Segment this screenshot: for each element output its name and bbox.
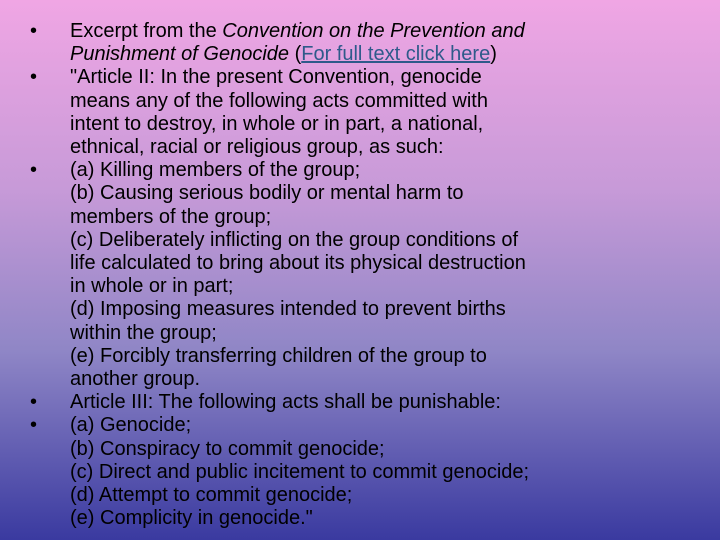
bullet-line: within the group;	[70, 321, 217, 344]
bullet-line: Punishment of Genocide (For full text click here)	[70, 43, 497, 66]
bullet-line: another group.	[70, 368, 201, 391]
bullet-line: (d) Attempt to commit genocide;	[70, 484, 353, 507]
bullet-line: (a) Killing members of the group;	[70, 159, 361, 182]
bullet-line: (a) Genocide;	[70, 414, 192, 437]
bullet-dot: •	[30, 66, 38, 89]
bullet-line: (c) Direct and public incitement to commit genocide;	[70, 460, 530, 483]
bullet-line: "Article II: In the present Convention, genocide	[70, 66, 482, 89]
bullet-dot: •	[30, 20, 38, 42]
bullet-list	[30, 20, 710, 530]
bullet-dot: •	[30, 391, 38, 414]
bullet-line: ethnical, racial or religious group, as such:	[70, 136, 444, 159]
bullet-dot: •	[30, 159, 38, 182]
bullet-line: (e) Complicity in genocide."	[70, 507, 313, 530]
bullet-line: Article III: The following acts shall be punishable:	[70, 391, 501, 414]
convention-title: Convention on the Prevention and	[222, 20, 525, 42]
bullet-dot: •	[30, 414, 38, 437]
bullet-line: members of the group;	[70, 205, 272, 228]
bullet-line: (d) Imposing measures intended to prevent births	[70, 298, 506, 321]
bullet-line: (b) Causing serious bodily or mental harm to	[70, 182, 464, 205]
bullet-item-article-2	[30, 66, 710, 159]
bullet-item-excerpt	[30, 20, 710, 66]
bullet-line: means any of the following acts committed with	[70, 89, 488, 112]
bullet-line: life calculated to bring about its physical destruction	[70, 252, 526, 275]
bullet-line: intent to destroy, in whole or in part, a national,	[70, 112, 484, 135]
convention-title: Punishment of Genocide	[70, 43, 290, 66]
bullet-line: (c) Deliberately inflicting on the group conditions of	[70, 228, 519, 251]
bullet-item-acts	[30, 159, 710, 391]
bullet-line: (b) Conspiracy to commit genocide;	[70, 437, 385, 460]
bullet-item-punishable-acts	[30, 414, 710, 530]
bullet-item-article-3	[30, 391, 710, 414]
bullet-line: in whole or in part;	[70, 275, 234, 298]
full-text-link[interactable]: For full text click here	[301, 43, 491, 66]
bullet-line: (e) Forcibly transferring children of the group to	[70, 344, 487, 367]
bullet-line: Excerpt from the Convention on the Prevention and	[70, 20, 525, 42]
